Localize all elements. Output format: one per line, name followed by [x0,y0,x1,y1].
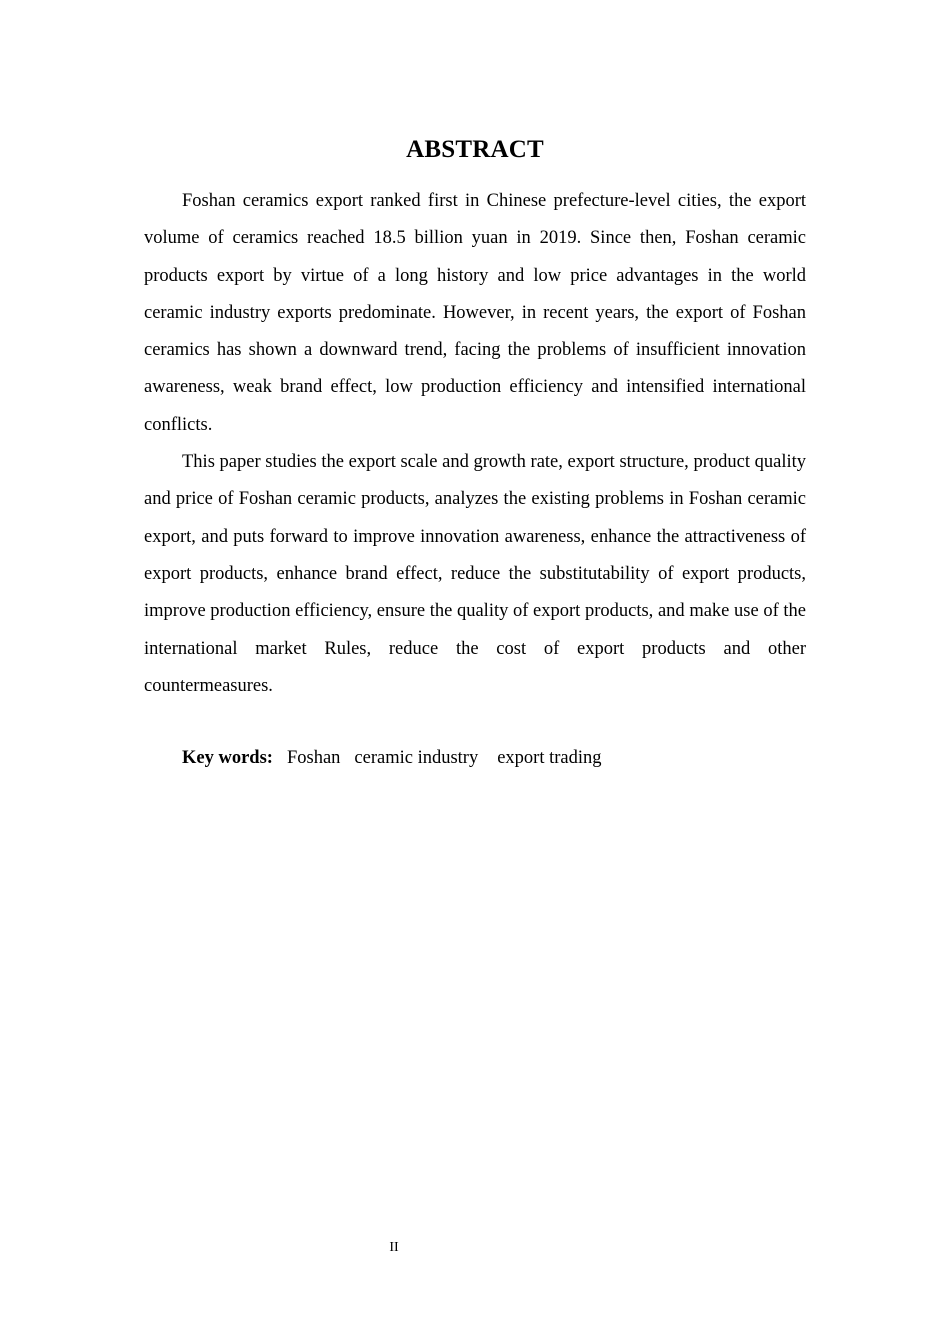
keyword-item: export trading [497,748,602,768]
page-number: II [389,1240,399,1255]
keyword-item: Foshan [286,748,341,768]
keywords-label: Key words: [182,748,273,768]
abstract-title: ABSTRACT [406,136,544,163]
abstract-paragraph-2: This paper studies the export scale and growth rate, export structure, product quality and price of Foshan ceramic products, analyzes the existing problems in Foshan ceramic export, and puts forward to improve innovation awareness, enhance the attractiveness of export products, enhance brand effect, reduce the substitutability of export products, improve production efficiency, ensure the quality of export products, and make use of the international market Rules, reduce the cost of export products and other countermeasures. [144,452,806,696]
abstract-paragraph-1: Foshan ceramics export ranked first in Chinese prefecture-level cities, the export volume of ceramics reached 18.5 billion yuan in 2019. Since then, Foshan ceramic products export by virtue of a long history and low price advantages in the world ceramic industry exports predominate. However, in recent years, the export of Foshan ceramics has shown a downward trend, facing the problems of insufficient innovation awareness, weak brand effect, low production efficiency and intensified international conflicts. [144,191,806,435]
keyword-item: ceramic industry [354,748,479,768]
keywords-line [182,742,602,774]
abstract-body [144,183,806,705]
